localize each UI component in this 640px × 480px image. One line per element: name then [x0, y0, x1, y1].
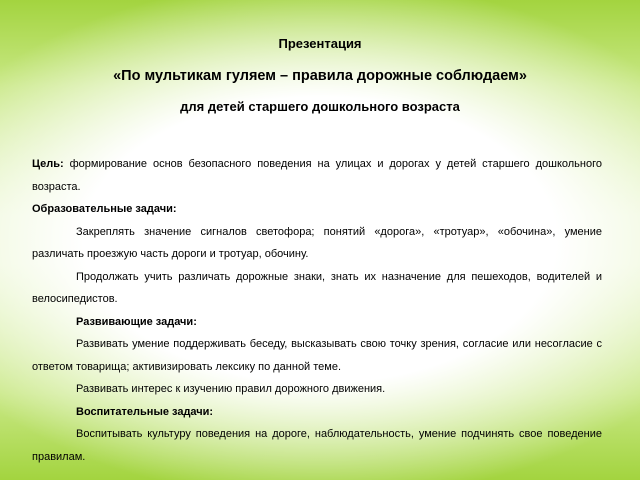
slide-content — [32, 153, 602, 468]
educational-item: Продолжать учить различать дорожные знаки, знать их назначение для пешеходов, водителей и велосипедистов. — [32, 270, 602, 305]
upbringing-heading: Воспитательные задачи: — [76, 405, 214, 418]
presentation-label: Презентация — [278, 36, 362, 51]
goal-paragraph — [32, 153, 602, 198]
educational-item: Закреплять значение сигналов светофора; понятий «дорога», «тротуар», «обочина», умение различать проезжую часть дороги и тротуар, обочину. — [32, 225, 602, 260]
goal-label: Цель: — [32, 158, 64, 170]
presentation-audience: для детей старшего дошкольного возраста — [180, 99, 460, 114]
developmental-item: Развивать умение поддерживать беседу, высказывать свою точку зрения, согласие или несогласие с ответом товарища; активизировать лексику по данной теме. — [32, 338, 602, 373]
developmental-item: Развивать интерес к изучению правил дорожного движения. — [76, 383, 386, 395]
upbringing-item: Воспитывать культуру поведения на дороге, наблюдательность, умение подчинять свое поведение правилам. — [32, 428, 602, 463]
goal-text: формирование основ безопасного поведения на улицах и дорогах у детей старшего дошкольного возраста. — [32, 158, 602, 193]
presentation-title: «По мультикам гуляем – правила дорожные соблюдаем» — [113, 68, 527, 84]
educational-heading: Образовательные задачи: — [32, 203, 177, 215]
developmental-heading: Развивающие задачи: — [76, 315, 197, 328]
